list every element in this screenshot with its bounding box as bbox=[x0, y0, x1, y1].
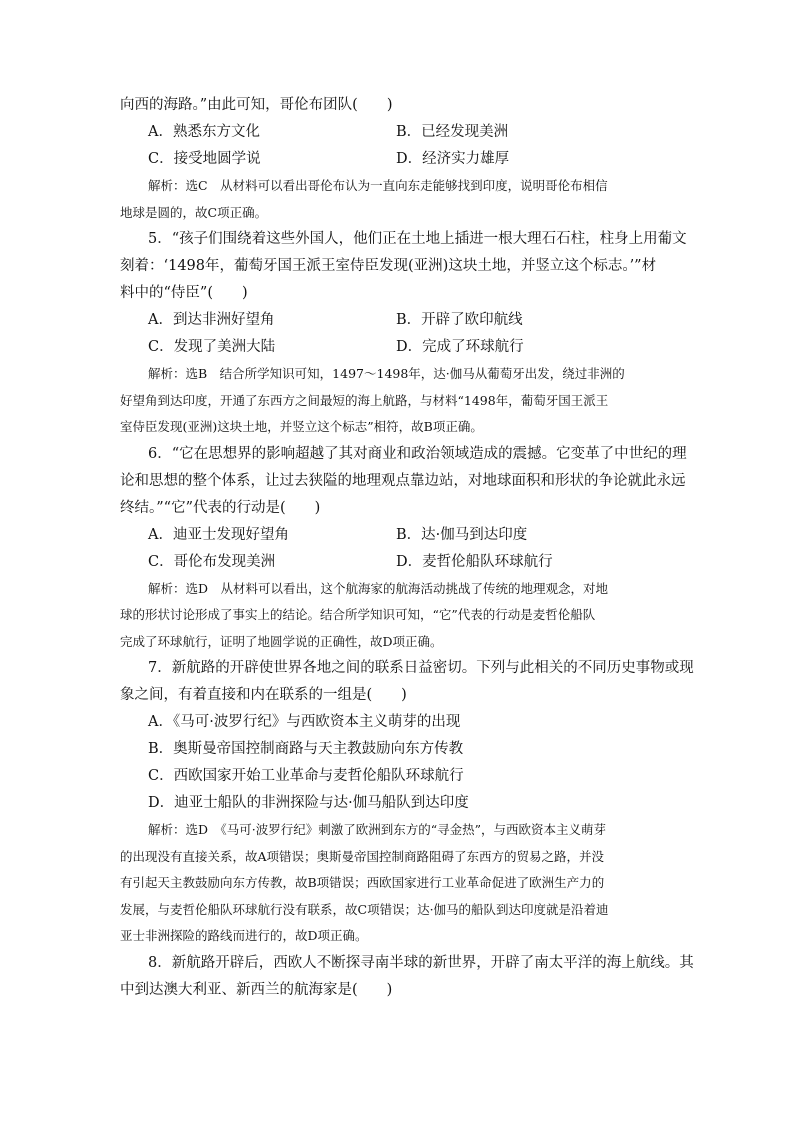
q8-stem-line: 8．新航路开辟后，西欧人不断探寻南半球的新世界，开辟了南太平洋的海上航线。其 bbox=[148, 954, 694, 971]
q5-stem-line: 5．“孩子们围绕着这些外国人，他们正在土地上插进一根大理石石柱，柱身上用葡文 bbox=[148, 231, 687, 247]
q4-options-row-1 bbox=[120, 119, 680, 146]
q7-option-d: D．迪亚士船队的非洲探险与达·伽马船队到达印度 bbox=[148, 795, 469, 811]
q4-option-d: D．经济实力雄厚 bbox=[396, 151, 510, 167]
q4-options-row-2 bbox=[120, 146, 680, 173]
q7-explanation-line: 解析：选D 《马可·波罗行纪》刺激了欧洲到东方的“寻金热”，与西欧资本主义萌芽 bbox=[148, 822, 607, 837]
q6-options-row-2 bbox=[120, 549, 680, 576]
q7-explanation-line: 发展，与麦哲伦船队环球航行没有联系，故C项错误；达·伽马的船队到达印度就是沿着迪 bbox=[120, 901, 609, 917]
q5-option-a: A．到达非洲好望角 bbox=[148, 312, 275, 328]
q5-explanation-line: 解析：选B 结合所学知识可知，1497～1498年，达·伽马从葡萄牙出发，绕过非洲的 bbox=[148, 366, 625, 381]
q6-option-a: A．迪亚士发现好望角 bbox=[148, 526, 289, 543]
q5-stem-line: 刻着：‘1498年，葡萄牙国王派王室侍臣发现(亚洲)这块土地，并竖立这个标志。’”材 bbox=[120, 258, 657, 274]
q5-option-b: B．开辟了欧印航线 bbox=[396, 312, 523, 328]
q5-explanation-line: 室侍臣发现(亚洲)这块土地，并竖立这个标志”相符，故B项正确。 bbox=[120, 419, 483, 434]
q6-explanation-line: 解析：选D 从材料可以看出，这个航海家的航海活动挑战了传统的地理观念，对地 bbox=[148, 580, 609, 596]
q5-stem-line: 料中的“侍臣”( ) bbox=[120, 285, 248, 301]
q7-explanation-line: 有引起天主教鼓励向东方传教，故B项错误；西欧国家进行工业革命促进了欧洲生产力的 bbox=[120, 875, 605, 890]
q4-explanation-line: 解析：选C 从材料可以看出哥伦布认为一直向东走能够找到印度，说明哥伦布相信 bbox=[148, 178, 608, 193]
q4-option-c: C．接受地圆学说 bbox=[148, 151, 261, 167]
q6-option-b: B．达·伽马到达印度 bbox=[396, 526, 528, 543]
q7-stem-line: 象之间，有着直接和内在联系的一组是( ) bbox=[120, 687, 407, 703]
q6-options-row-1 bbox=[120, 522, 680, 549]
q7-explanation-line: 的出现没有直接关系，故A项错误；奥斯曼帝国控制商路阻碍了东西方的贸易之路，并没 bbox=[120, 848, 605, 864]
q4-explanation-line: 地球是圆的，故C项正确。 bbox=[120, 204, 268, 220]
q7-option-a: A．《马可·波罗行纪》与西欧资本主义萌芽的出现 bbox=[148, 714, 461, 730]
q7-explanation-line: 亚士非洲探险的路线而进行的，故D项正确。 bbox=[120, 928, 368, 943]
q7-option-c: C．西欧国家开始工业革命与麦哲伦船队环球航行 bbox=[148, 768, 464, 784]
q7-stem-line: 7．新航路的开辟使世界各地之间的联系日益密切。下列与此相关的不同历史事物或现 bbox=[148, 660, 694, 676]
q5-explanation-line: 好望角到达印度，开通了东西方之间最短的海上航路，与材料“1498年，葡萄牙国王派王 bbox=[120, 392, 609, 408]
q6-explanation-line: 球的形状讨论形成了事实上的结论。结合所学知识可知，“它”代表的行动是麦哲伦船队 bbox=[120, 607, 596, 622]
q6-option-c: C．哥伦布发现美洲 bbox=[148, 553, 276, 570]
q6-stem-line: 6．“它在思想界的影响超越了其对商业和政治领域造成的震撼。它变革了中世纪的理 bbox=[148, 445, 687, 462]
q6-stem-line: 论和思想的整个体系，让过去狭隘的地理观点靠边站，对地球面积和形状的争论就此永远 bbox=[120, 472, 686, 489]
q5-option-c: C．发现了美洲大陆 bbox=[148, 339, 276, 355]
q7-option-b: B．奥斯曼帝国控制商路与天主教鼓励向东方传教 bbox=[148, 741, 464, 757]
q4-stem-tail: 向西的海路。”由此可知，哥伦布团队( ) bbox=[120, 97, 393, 113]
q6-option-d: D．麦哲伦船队环球航行 bbox=[396, 553, 553, 570]
q4-option-b: B．已经发现美洲 bbox=[396, 124, 509, 140]
q5-option-d: D．完成了环球航行 bbox=[396, 339, 524, 355]
q5-options-row-2 bbox=[120, 334, 680, 361]
q8-stem-line: 中到达澳大利亚、新西兰的航海家是( ) bbox=[120, 981, 393, 998]
q6-stem-line: 终结。”“它”代表的行动是( ) bbox=[120, 499, 321, 516]
q5-options-row-1 bbox=[120, 307, 680, 334]
q4-option-a: A．熟悉东方文化 bbox=[148, 124, 260, 140]
page-content bbox=[120, 92, 694, 1004]
q6-explanation-line: 完成了环球航行，证明了地圆学说的正确性，故D项正确。 bbox=[120, 633, 443, 649]
